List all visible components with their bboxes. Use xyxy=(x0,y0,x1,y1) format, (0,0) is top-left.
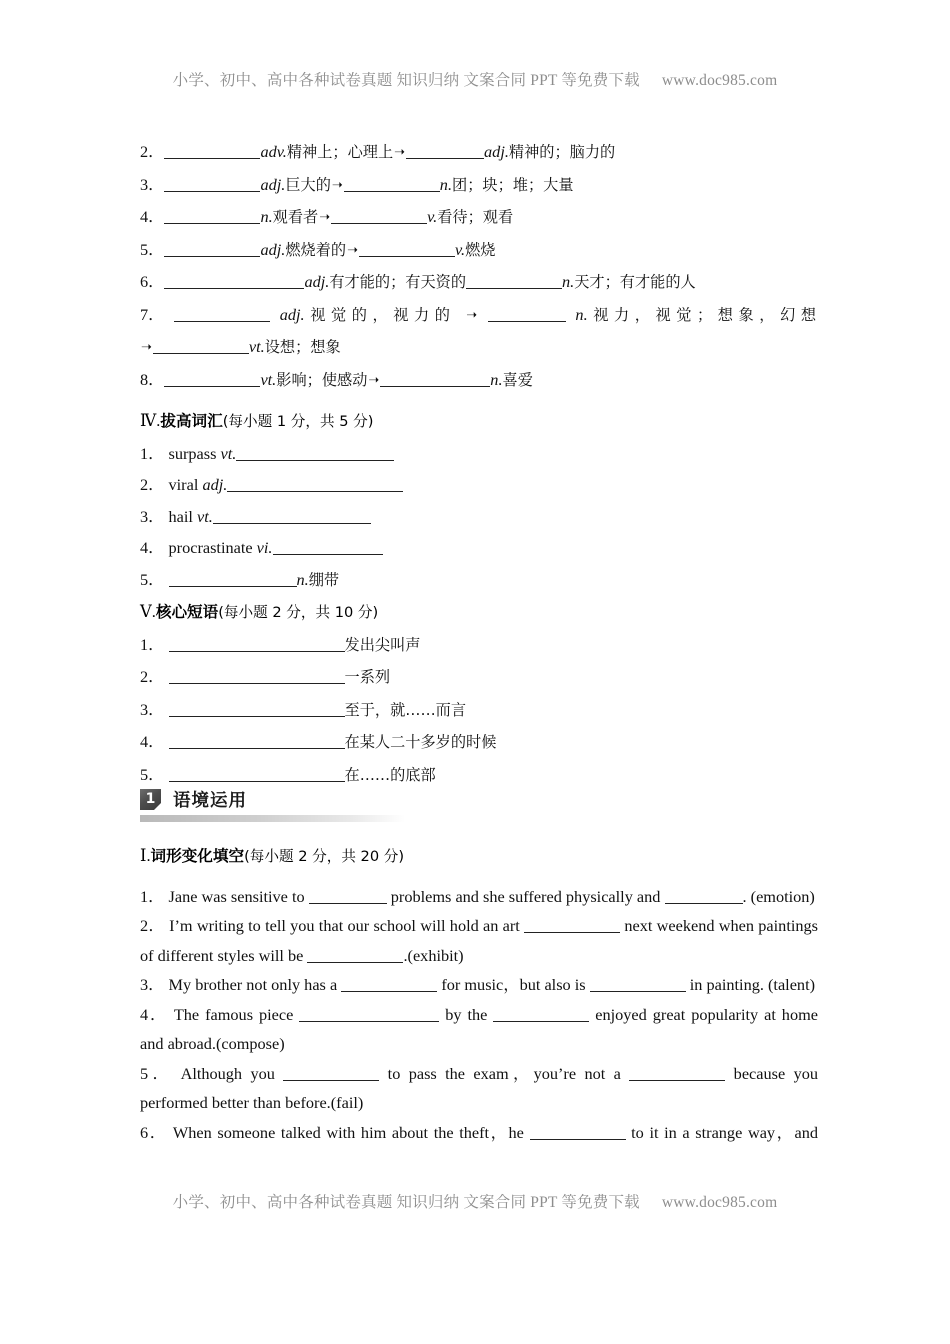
definition-cn: 绷带 xyxy=(308,570,340,589)
word-formation-item xyxy=(140,201,816,234)
answer-blank[interactable] xyxy=(359,241,455,257)
header-watermark-url: www.doc985.com xyxy=(661,72,778,89)
item-number: 7． xyxy=(140,304,165,324)
answer-blank[interactable] xyxy=(227,476,403,492)
question-text: to pass the exam，you’re not a xyxy=(387,1063,621,1083)
definition-cn: 燃烧着的 xyxy=(285,240,347,259)
part-of-speech: vt. xyxy=(220,443,237,463)
section-heading-iv xyxy=(140,405,816,438)
phrase-cn: 在……的底部 xyxy=(344,765,436,784)
word-formation-item xyxy=(140,234,816,267)
question-text: in painting. xyxy=(689,975,764,994)
answer-blank[interactable] xyxy=(164,273,304,289)
phrase-cn: 在某人二十多岁的时候 xyxy=(344,733,497,751)
answer-blank[interactable] xyxy=(213,508,371,524)
question-text: next weekend when paintings of different styles will be xyxy=(140,916,818,965)
answer-blank[interactable] xyxy=(493,1006,589,1022)
answer-blank[interactable] xyxy=(283,1065,379,1081)
question-text: by the xyxy=(445,1004,488,1024)
item-number: 4． xyxy=(140,207,165,226)
item-number: 6． xyxy=(140,272,165,291)
question-text: . xyxy=(742,886,747,906)
question-text: Jane was sensitive to xyxy=(168,886,305,906)
definition-cn: 燃烧 xyxy=(465,240,496,259)
item-number: 3． xyxy=(140,506,165,526)
banner-title: 语境运用 xyxy=(173,791,247,811)
definition-cn: 看待；观看 xyxy=(437,208,514,226)
word-formation-item xyxy=(140,169,816,202)
exercise-question xyxy=(140,1118,818,1148)
answer-blank[interactable] xyxy=(524,917,620,933)
answer-blank[interactable] xyxy=(174,306,270,322)
word-formation-item xyxy=(140,136,816,169)
vocab-word: procrastinate xyxy=(168,538,253,557)
answer-blank[interactable] xyxy=(169,571,297,587)
answer-blank[interactable] xyxy=(153,338,249,354)
answer-blank[interactable] xyxy=(169,733,345,749)
item-number: 8． xyxy=(140,369,165,389)
question-number: 1． xyxy=(140,886,165,906)
vocab-word: surpass xyxy=(168,443,217,463)
section-numeral: Ⅴ xyxy=(140,602,152,621)
definition-cn: 设想；想象 xyxy=(264,338,341,356)
part-of-speech: adj. xyxy=(202,475,228,494)
footer-watermark-url: www.doc985.com xyxy=(661,1194,778,1211)
part-of-speech: vt. xyxy=(248,337,265,356)
question-text: Although you xyxy=(180,1063,275,1083)
answer-blank[interactable] xyxy=(299,1006,439,1022)
definition-cn: 喜爱 xyxy=(502,370,533,389)
advanced-vocab-item xyxy=(140,501,816,533)
answer-blank[interactable] xyxy=(331,208,427,224)
question-text: for music，but also is xyxy=(441,975,586,994)
item-number: 5． xyxy=(140,239,165,259)
word-formation-item xyxy=(140,364,816,397)
word-formation-item xyxy=(140,266,816,299)
banner-number-badge: 1 xyxy=(140,789,161,810)
answer-blank[interactable] xyxy=(530,1124,626,1140)
answer-blank[interactable] xyxy=(236,445,394,461)
answer-blank[interactable] xyxy=(466,273,562,289)
part-of-speech: n. xyxy=(575,304,588,324)
phrase-cn: 至于，就……而言 xyxy=(344,700,467,719)
answer-blank[interactable] xyxy=(164,371,260,387)
answer-blank[interactable] xyxy=(488,306,566,322)
exercise-question xyxy=(140,1000,818,1059)
part-of-speech: v. xyxy=(454,239,466,259)
arrow-icon: ➝ xyxy=(331,177,343,193)
definition-cn: 精神上；心理上 xyxy=(286,143,394,161)
answer-blank[interactable] xyxy=(169,766,345,782)
arrow-icon: ➝ xyxy=(466,307,478,323)
part-of-speech: n. xyxy=(490,369,503,389)
footer-watermark xyxy=(0,1190,950,1212)
header-watermark-text: 小学、初中、高中各种试卷真题 知识归纳 文案合同 PPT 等免费下载 xyxy=(172,72,640,89)
section-numeral: Ⅰ xyxy=(140,846,147,865)
question-hint: (emotion) xyxy=(750,886,815,906)
exercise-question xyxy=(140,970,818,1000)
vocab-word: viral xyxy=(168,475,199,494)
key-phrase-item xyxy=(140,726,816,759)
answer-blank[interactable] xyxy=(309,888,387,904)
part-of-speech: adj. xyxy=(279,304,305,324)
answer-blank[interactable] xyxy=(344,176,440,192)
part-of-speech: n. xyxy=(562,272,575,291)
question-hint: (talent) xyxy=(768,975,816,994)
exercise-question xyxy=(140,911,818,970)
advanced-vocab-item xyxy=(140,564,816,597)
question-text: .(exhibit) xyxy=(403,945,464,965)
question-number: 4． xyxy=(140,1004,169,1024)
section-dot: . xyxy=(146,846,151,865)
item-number: 3． xyxy=(140,174,165,194)
section-title: 词形变化填空 xyxy=(150,847,245,865)
content-column xyxy=(140,136,816,791)
phrase-cn: 一系列 xyxy=(344,668,391,686)
advanced-vocab-item xyxy=(140,469,816,501)
part-of-speech: adj. xyxy=(484,142,509,161)
arrow-icon: ➝ xyxy=(347,242,358,258)
definition-cn: 团；块；堆；大量 xyxy=(452,175,574,194)
question-number: 3． xyxy=(140,975,165,994)
part-of-speech: adj. xyxy=(260,239,286,259)
arrow-icon: ➝ xyxy=(394,145,406,160)
question-text: because you performed better than before.(fail) xyxy=(140,1063,819,1112)
item-number: 1． xyxy=(140,634,165,654)
section-dot: . xyxy=(151,602,156,621)
section-banner xyxy=(140,789,816,823)
banner-underline xyxy=(140,815,405,822)
section-points: (每小题 1 分，共 5 分) xyxy=(222,413,374,430)
part-of-speech: v. xyxy=(427,207,438,226)
item-number: 2． xyxy=(140,142,165,161)
definition-cn: 视力，视觉；想象，幻想 xyxy=(587,305,817,324)
answer-blank[interactable] xyxy=(164,176,260,192)
answer-blank[interactable] xyxy=(169,701,345,717)
word-formation-item xyxy=(140,299,816,332)
arrow-icon: ➝ xyxy=(368,372,380,388)
section-numeral: Ⅳ xyxy=(140,411,157,430)
definition-cn: 影响；使感动 xyxy=(276,370,368,389)
part-of-speech: vt. xyxy=(197,506,213,526)
item-number: 5． xyxy=(140,569,165,589)
item-number: 4． xyxy=(140,732,165,751)
definition-cn: 观看者 xyxy=(272,208,319,226)
answer-blank[interactable] xyxy=(590,976,686,992)
item-number: 4． xyxy=(140,538,165,557)
answer-blank[interactable] xyxy=(164,241,260,257)
vocab-word: hail xyxy=(168,506,193,526)
footer-watermark-text: 小学、初中、高中各种试卷真题 知识归纳 文案合同 PPT 等免费下载 xyxy=(172,1194,640,1211)
item-number: 2． xyxy=(140,475,165,494)
answer-blank[interactable] xyxy=(273,539,383,555)
answer-blank[interactable] xyxy=(164,143,260,159)
part-of-speech: n. xyxy=(296,569,309,589)
section-heading-i xyxy=(140,840,818,873)
key-phrase-item xyxy=(140,629,816,662)
arrow-icon: ➝ xyxy=(319,210,331,225)
exercise-question xyxy=(140,1059,818,1118)
part-of-speech: adj. xyxy=(304,272,330,291)
section-points: (每小题 2 分，共 20 分) xyxy=(244,848,405,865)
definition-cn: 巨大的 xyxy=(285,175,331,194)
question-text: When someone talked with him about the theft，he xyxy=(172,1122,524,1142)
answer-blank[interactable] xyxy=(307,947,403,963)
definition-cn: 精神的；脑力的 xyxy=(508,143,616,161)
answer-blank[interactable] xyxy=(169,636,345,652)
definition-cn: 视觉的，视力的 xyxy=(304,305,456,324)
part-of-speech: vt. xyxy=(260,369,277,389)
key-phrase-item xyxy=(140,661,816,694)
section-title: 核心短语 xyxy=(155,603,219,621)
item-number: 3． xyxy=(140,699,165,719)
definition-cn: 天才；有才能的人 xyxy=(574,273,696,291)
question-text: My brother not only has a xyxy=(168,975,338,994)
section-heading-v xyxy=(140,596,816,629)
part-of-speech: n. xyxy=(260,207,273,226)
question-number: 5． xyxy=(140,1063,174,1083)
section-points: (每小题 2 分，共 10 分) xyxy=(218,604,379,621)
advanced-vocab-item xyxy=(140,438,816,470)
section-title: 拔高词汇 xyxy=(160,412,223,430)
answer-blank[interactable] xyxy=(169,668,345,684)
question-number: 6． xyxy=(140,1122,168,1142)
question-text: The famous piece xyxy=(173,1004,294,1024)
item-number: 1． xyxy=(140,443,165,463)
answer-blank[interactable] xyxy=(406,143,484,159)
question-text: problems and she suffered physically and xyxy=(390,886,661,906)
answer-blank[interactable] xyxy=(665,888,743,904)
part-of-speech: adv. xyxy=(260,142,287,161)
section-dot: . xyxy=(156,411,161,430)
answer-blank[interactable] xyxy=(629,1065,725,1081)
question-text: enjoyed great popularity at home and abroad.(compose) xyxy=(140,1004,818,1053)
item-number: 2． xyxy=(140,667,165,686)
answer-blank[interactable] xyxy=(341,976,437,992)
advanced-vocab-item xyxy=(140,532,816,564)
question-text: I’m writing to tell you that our school will hold an art xyxy=(169,916,520,935)
answer-blank[interactable] xyxy=(380,371,490,387)
part-of-speech: vi. xyxy=(256,538,273,557)
key-phrase-item xyxy=(140,694,816,727)
answer-blank[interactable] xyxy=(164,208,260,224)
header-watermark xyxy=(0,68,950,90)
part-of-speech: n. xyxy=(439,174,453,194)
word-formation-item-continuation xyxy=(140,331,816,364)
exercise-section xyxy=(140,840,818,1147)
item-number: 5． xyxy=(140,764,165,784)
arrow-icon: ➝ xyxy=(141,340,152,355)
part-of-speech: adj. xyxy=(260,174,286,194)
exercise-question xyxy=(140,882,818,912)
phrase-cn: 发出尖叫声 xyxy=(344,635,421,654)
question-text: to it in a strange way，and xyxy=(631,1122,818,1142)
definition-cn: 有才能的；有天资的 xyxy=(329,273,467,291)
question-number: 2． xyxy=(140,916,165,935)
